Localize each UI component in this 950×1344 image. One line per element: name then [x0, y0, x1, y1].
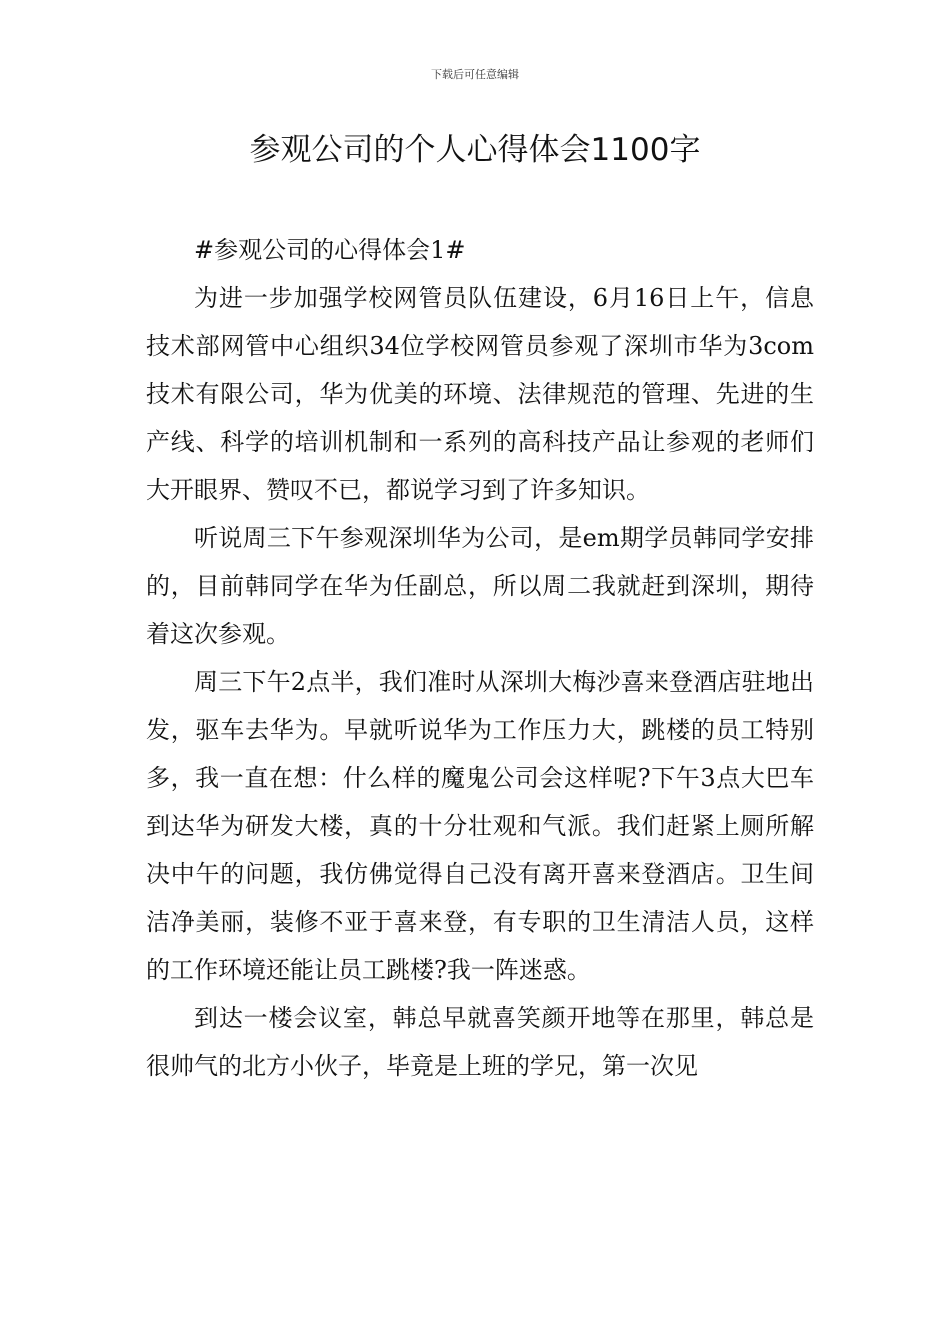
section-heading: #参观公司的心得体会1#	[194, 236, 466, 264]
document-body	[146, 226, 814, 1090]
paragraph: 周三下午2点半，我们准时从深圳大梅沙喜来登酒店驻地出发，驱车去华为。早就听说华为工作压力大，跳楼的员工特别多，我一直在想：什么样的魔鬼公司会这样呢?下午3点大巴车到达华为研发大楼，真的十分壮观和气派。我们赶紧上厕所解决中午的问题，我仿佛觉得自己没有离开喜来登酒店。卫生间洁净美丽，装修不亚于喜来登，有专职的卫生清洁人员，这样的工作环境还能让员工跳楼?我一阵迷惑。	[146, 668, 814, 984]
document-title: 参观公司的个人心得体会1100字	[249, 132, 701, 168]
paragraph: 为进一步加强学校网管员队伍建设，6月16日上午，信息技术部网管中心组织34位学校网管员参观了深圳市华为3com技术有限公司，华为优美的环境、法律规范的管理、先进的生产线、科学的培训机制和一系列的高科技产品让参观的老师们大开眼界、赞叹不已，都说学习到了许多知识。	[146, 284, 814, 504]
paragraph: 到达一楼会议室，韩总早就喜笑颜开地等在那里，韩总是很帅气的北方小伙子，毕竟是上班的学兄，第一次见	[146, 1004, 814, 1080]
header-note: 下载后可任意编辑	[431, 68, 519, 81]
paragraph: 听说周三下午参观深圳华为公司，是em期学员韩同学安排的，目前韩同学在华为任副总，所以周二我就赶到深圳，期待着这次参观。	[146, 524, 814, 648]
